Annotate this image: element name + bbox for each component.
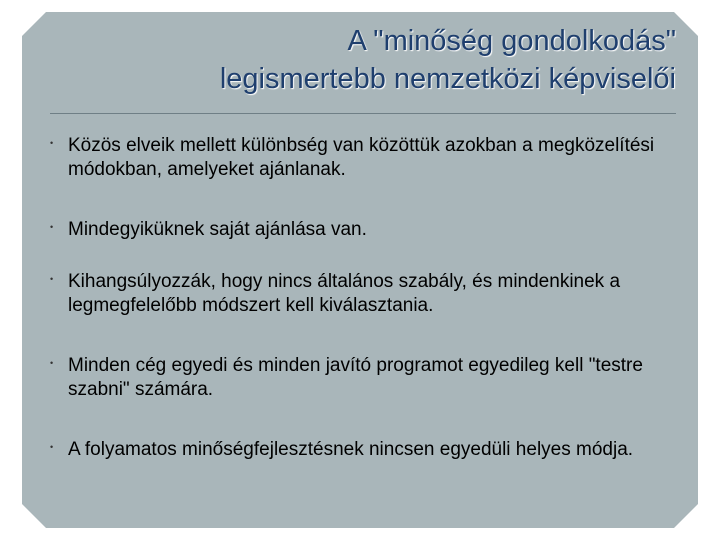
dot-bullet-icon: •: [50, 222, 54, 232]
list-item: [46, 134, 686, 182]
slide-title-line-1: A "minőség gondolkodás": [347, 25, 676, 57]
slide-title-line-2: legismertebb nemzetközi képviselői: [219, 63, 676, 95]
bullet-list: [46, 134, 686, 462]
bullet-text: A folyamatos minőségfejlesztésnek nincsen egyedüli helyes módja.: [68, 439, 634, 460]
list-item: [46, 354, 686, 402]
title-divider: [50, 113, 676, 114]
list-item: [46, 218, 686, 242]
list-item: [46, 270, 686, 318]
dot-bullet-icon: •: [50, 442, 54, 452]
bullet-text: Kihangsúlyozzák, hogy nincs általános szabály, és mindenkinek a legmegfelelőbb módszert kell kiválasztania.: [68, 271, 621, 316]
list-item: [46, 438, 686, 462]
dot-bullet-icon: •: [50, 138, 54, 148]
dot-bullet-icon: •: [50, 358, 54, 368]
bullet-text: Mindegyiküknek saját ajánlása van.: [68, 219, 367, 240]
slide-title: [40, 22, 676, 98]
bullet-text: Minden cég egyedi és minden javító programot egyedileg kell "testre szabni" számára.: [68, 355, 643, 400]
bullet-text: Közös elveik mellett különbség van közöttük azokban a megközelítési módokban, amelyeket ajánlanak.: [68, 135, 655, 180]
dot-bullet-icon: •: [50, 274, 54, 284]
